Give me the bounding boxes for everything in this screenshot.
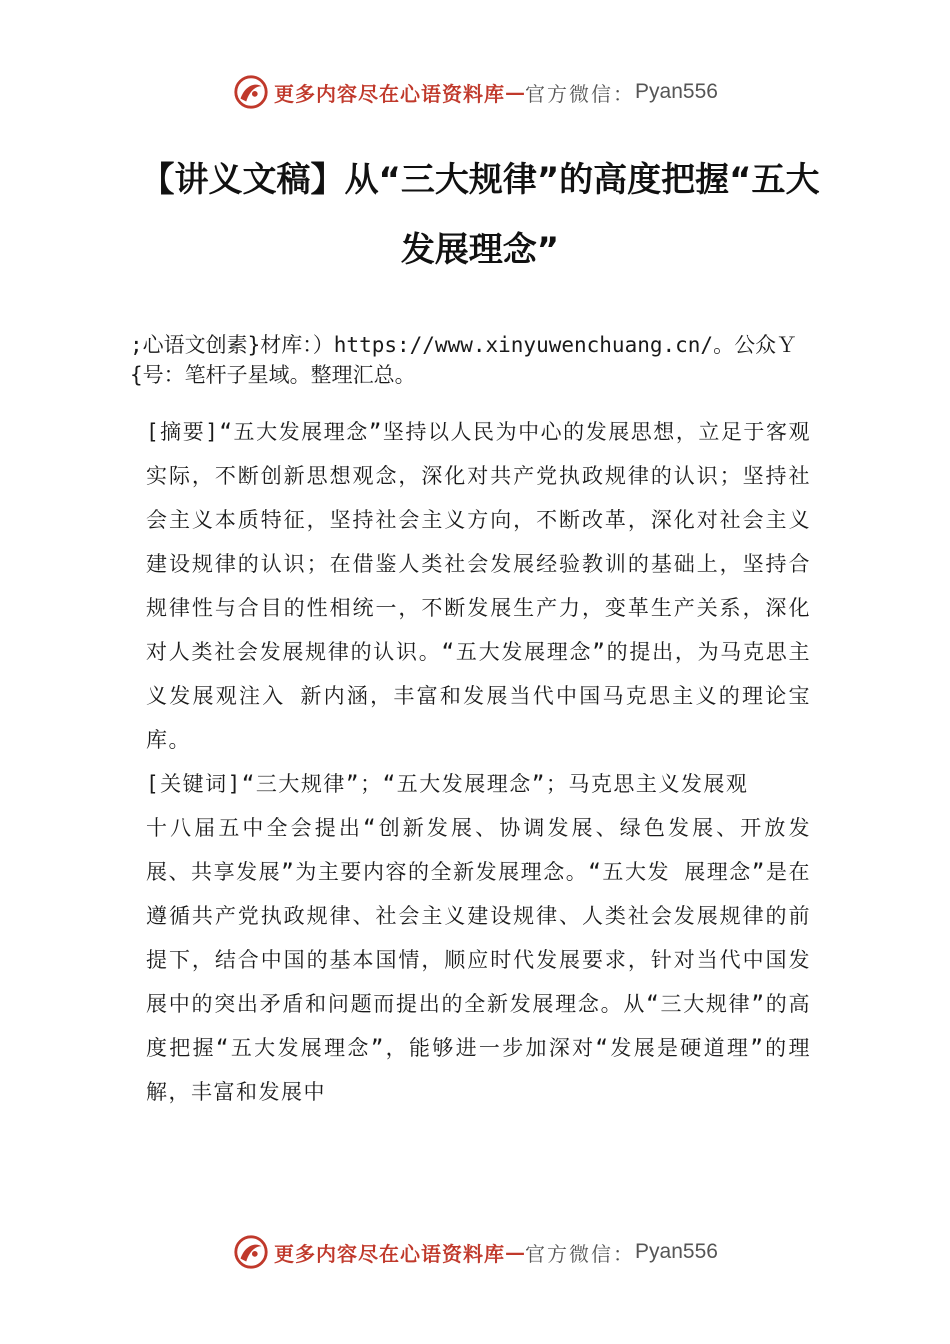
header-banner — [0, 70, 950, 114]
logo-icon — [232, 1233, 270, 1271]
footer-banner — [0, 1230, 950, 1274]
banner-separator: — — [505, 80, 526, 104]
abstract-paragraph: [摘要]“五大发展理念”坚持以人民为中心的发展思想，立足于客观实际，不断创新思想观念，深化对共产党执政规律的认识；坚持社会主义本质特征，坚持社会主义方向，不断改革，深化对社会主义建设规律的认识；在借鉴人类社会发展经验教训的基础上，坚持合规律性与合目的性相统一，不断发展生产力，变革生产关系，深化对人类社会发展规律的认识。“五大发展理念”的提出，为马克思主义发展观注入 新内涵，丰富和发展当代中国马克思主义的理论宝库。 — [146, 420, 811, 752]
source-note: ;心语文创素}材库：）https://www.xinyuwenchuang.cn/。公众Ｙ{号：笔杆子星域。整理汇总。 — [130, 333, 798, 387]
wechat-id: Pyan556 — [635, 80, 718, 103]
document-body — [146, 410, 811, 1114]
logo-icon — [232, 73, 270, 111]
keywords-paragraph: [关键词]“三大规律”；“五大发展理念”；马克思主义发展观 — [146, 772, 749, 796]
site-name: 更多内容尽在心语资料库 — [274, 81, 506, 106]
site-name: 更多内容尽在心语资料库 — [274, 1241, 506, 1266]
banner-separator: — — [505, 1240, 526, 1264]
body-paragraph: 十八届五中全会提出“创新发展、协调发展、绿色发展、开放发展、共享发展”为主要内容的全新发展理念。“五大发 展理念”是在遵循共产党执政规律、社会主义建设规律、人类社会发展规律的前提下，结合中国的基本国情，顺应时代发展要求，针对当代中国发展中的突出矛盾和问题而提出的全新发展理念。从“三大规律”的高度把握“五大发展理念”，能够进一步加深对“发展是硬道理”的理解，丰富和发展中 — [146, 816, 811, 1104]
wechat-label: 官方微信： — [525, 81, 636, 106]
wechat-id: Pyan556 — [635, 1240, 718, 1263]
wechat-label: 官方微信： — [525, 1241, 636, 1266]
document-title: 【讲义文稿】从“三大规律”的高度把握“五大发展理念” — [140, 160, 820, 270]
